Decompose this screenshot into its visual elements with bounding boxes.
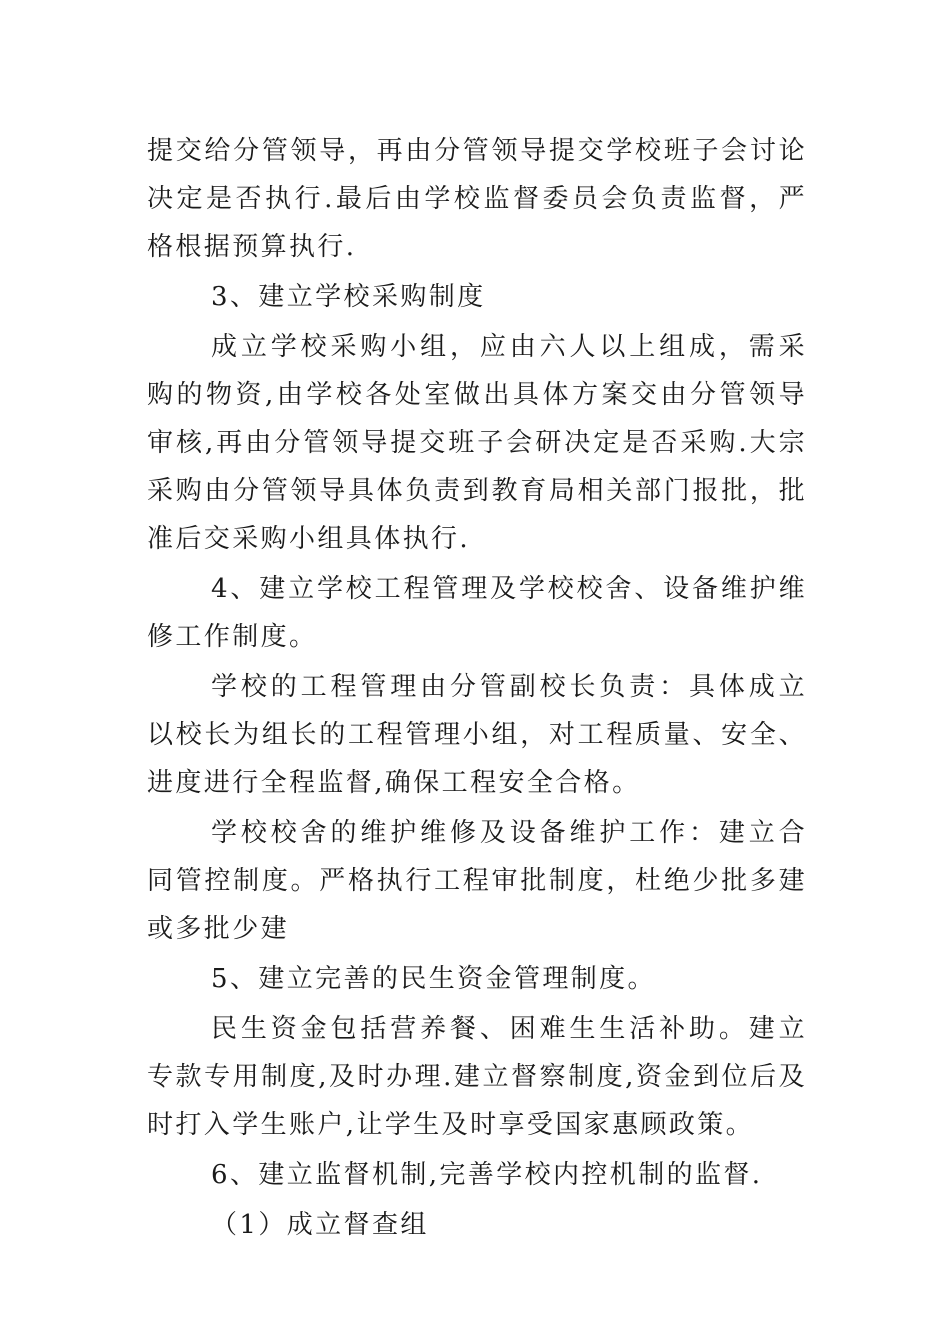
paragraph-livelihood-funds: 民生资金包括营养餐、困难生生活补助。建立专款专用制度,及时办理.建立督察制度,资金到位后及时打入学生账户,让学生及时享受国家惠顾政策。 <box>147 1014 807 1140</box>
heading-procurement-system: 3、建立学校采购制度 <box>211 282 486 312</box>
document-body <box>147 127 807 1249</box>
paragraph-maintenance-work: 学校校舍的维护维修及设备维护工作：建立合同管控制度。严格执行工程审批制度，杜绝少批多建或多批少建 <box>147 818 807 944</box>
heading-engineering-management: 4、建立学校工程管理及学校校舍、设备维护维修工作制度。 <box>147 574 807 652</box>
heading-inspection-group: （1）成立督查组 <box>211 1210 429 1240</box>
heading-supervision-mechanism: 6、建立监督机制,完善学校内控机制的监督. <box>211 1160 763 1190</box>
heading-livelihood-funds: 5、建立完善的民生资金管理制度。 <box>211 964 656 994</box>
paragraph-engineering-management: 学校的工程管理由分管副校长负责：具体成立以校长为组长的工程管理小组，对工程质量、安全、进度进行全程监督,确保工程安全合格。 <box>147 672 807 798</box>
paragraph-budget-execution: 提交给分管领导，再由分管领导提交学校班子会讨论决定是否执行.最后由学校监督委员会负责监督，严格根据预算执行. <box>147 136 807 262</box>
paragraph-procurement-group: 成立学校采购小组，应由六人以上组成，需采购的物资,由学校各处室做出具体方案交由分管领导审核,再由分管领导提交班子会研决定是否采购.大宗采购由分管领导具体负责到教育局相关部门报批，批准后交采购小组具体执行. <box>147 332 807 554</box>
